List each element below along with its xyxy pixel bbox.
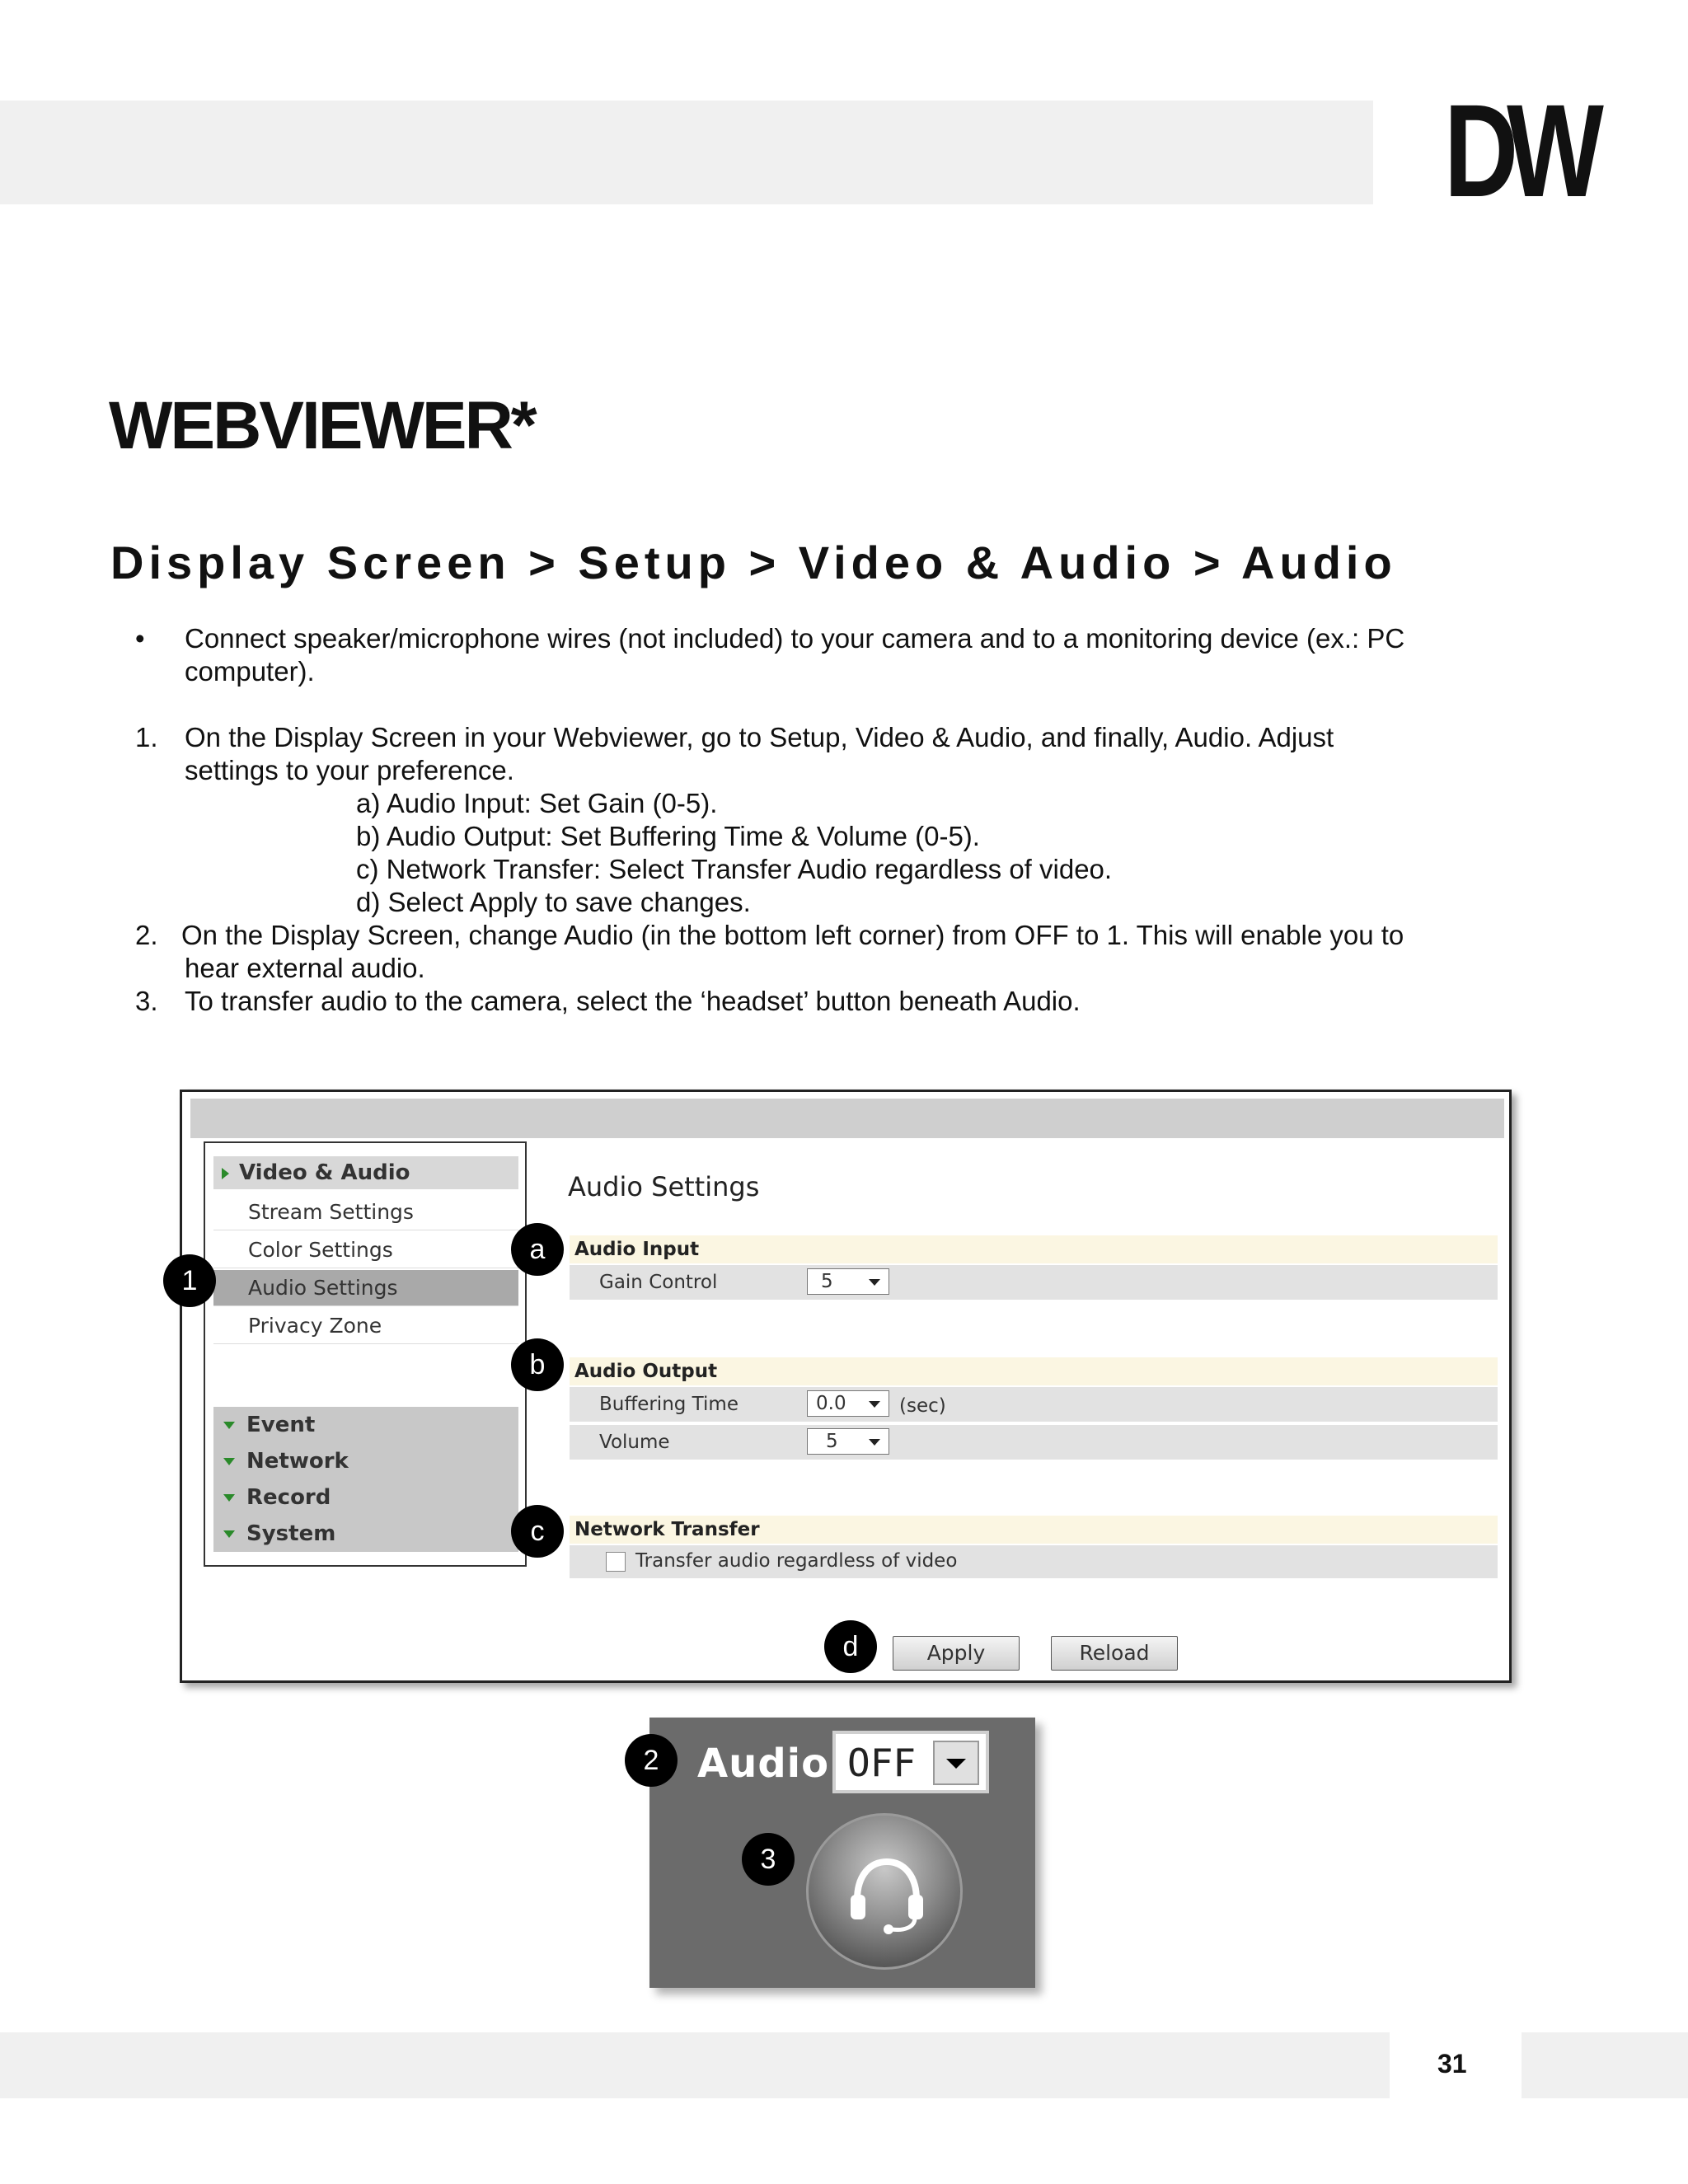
header-band [0, 101, 1373, 204]
step-1-number: 1. [135, 722, 158, 752]
setup-sidebar [204, 1141, 527, 1567]
transfer-audio-checkbox[interactable] [606, 1552, 626, 1572]
dw-logo: DW [1444, 77, 1592, 224]
dropdown-arrow-icon [869, 1439, 880, 1446]
sidebar-group-event[interactable] [213, 1407, 518, 1443]
settings-title: Audio Settings [568, 1171, 760, 1202]
sidebar-group-system[interactable] [213, 1516, 518, 1552]
collapse-arrow-icon [223, 1422, 235, 1429]
callout-badge-d: d [824, 1620, 877, 1673]
callout-badge-3: 3 [742, 1833, 795, 1886]
sub-step-b: b) Audio Output: Set Buffering Time & Volume (0-5). [356, 821, 980, 851]
dropdown-arrow-icon [933, 1741, 979, 1785]
group-label: Record [246, 1485, 331, 1510]
callout-badge-b: b [511, 1338, 564, 1391]
section-subtitle: Display Screen > Setup > Video & Audio > Audio [110, 537, 1397, 588]
audio-input-heading: Audio Input [570, 1235, 1498, 1263]
audio-label: Audio [697, 1741, 830, 1787]
sidebar-item-stream-settings[interactable]: Stream Settings [213, 1194, 518, 1230]
transfer-audio-label: Transfer audio regardless of video [635, 1550, 958, 1572]
dropdown-arrow-icon [869, 1401, 880, 1408]
volume-value: 5 [826, 1431, 838, 1452]
collapse-arrow-icon [223, 1530, 235, 1538]
callout-badge-c: c [511, 1505, 564, 1558]
sidebar-group-network[interactable] [213, 1443, 518, 1479]
sub-step-d: d) Select Apply to save changes. [356, 887, 751, 917]
gain-value: 5 [821, 1271, 833, 1292]
network-transfer-heading: Network Transfer [570, 1516, 1498, 1544]
volume-select[interactable] [807, 1428, 889, 1455]
sidebar-item-privacy-zone[interactable]: Privacy Zone [213, 1308, 518, 1344]
step-2-line-2: hear external audio. [185, 953, 425, 983]
footer-band-right [1522, 2032, 1688, 2098]
collapse-arrow-icon [223, 1494, 235, 1502]
sidebar-collapsed-groups [213, 1407, 518, 1552]
step-2-line-1: On the Display Screen, change Audio (in the bottom left corner) from OFF to 1. This will enable you to [181, 920, 1404, 950]
bullet-text-line-2: computer). [185, 656, 315, 687]
sub-step-a: a) Audio Input: Set Gain (0-5). [356, 788, 718, 818]
group-label: Event [246, 1413, 316, 1437]
footer-band [0, 2032, 1390, 2098]
collapse-arrow-icon [223, 1458, 235, 1465]
screenshot-top-bar [190, 1099, 1504, 1138]
sidebar-item-color-settings[interactable]: Color Settings [213, 1232, 518, 1268]
buffering-time-label: Buffering Time [599, 1394, 738, 1415]
audio-control-widget [649, 1718, 1035, 1988]
headset-icon [846, 1855, 928, 1934]
buffering-value: 0.0 [816, 1393, 846, 1414]
apply-button[interactable]: Apply [893, 1636, 1020, 1671]
audio-select-value: OFF [847, 1741, 917, 1785]
dropdown-arrow-icon [869, 1279, 880, 1286]
buffering-time-select[interactable] [807, 1390, 889, 1417]
bullet-mark: • [135, 623, 145, 654]
volume-label: Volume [599, 1432, 670, 1453]
step-1-line-1: On the Display Screen in your Webviewer, go to Setup, Video & Audio, and finally, Audio. Adjust [185, 722, 1334, 752]
group-label: Network [246, 1449, 349, 1474]
headset-button[interactable] [806, 1813, 963, 1970]
expanded-arrow-icon [222, 1168, 229, 1179]
buffering-unit: (sec) [899, 1395, 946, 1417]
group-label: System [246, 1521, 336, 1546]
audio-select[interactable] [832, 1731, 989, 1793]
bullet-text-line-1: Connect speaker/microphone wires (not included) to your camera and to a monitoring device (ex.: PC [185, 623, 1405, 654]
sidebar-header-video-audio[interactable] [213, 1156, 518, 1189]
transfer-audio-row [570, 1545, 1498, 1578]
page-number: 31 [1437, 2049, 1467, 2079]
buffering-time-row [570, 1387, 1498, 1422]
gain-control-select[interactable] [807, 1268, 889, 1295]
audio-settings-screenshot [180, 1090, 1512, 1683]
step-2-number: 2. [135, 920, 158, 950]
audio-output-heading: Audio Output [570, 1357, 1498, 1385]
callout-badge-2: 2 [625, 1734, 678, 1787]
volume-row [570, 1425, 1498, 1460]
step-3-number: 3. [135, 986, 158, 1016]
sidebar-header-label: Video & Audio [239, 1160, 410, 1185]
sidebar-item-audio-settings[interactable]: Audio Settings [213, 1270, 518, 1306]
sidebar-group-record[interactable] [213, 1479, 518, 1516]
callout-badge-a: a [511, 1223, 564, 1276]
step-3-line-1: To transfer audio to the camera, select the ‘headset’ button beneath Audio. [185, 986, 1081, 1016]
page-title: WEBVIEWER* [109, 388, 535, 463]
sub-step-c: c) Network Transfer: Select Transfer Audio regardless of video. [356, 854, 1113, 884]
callout-badge-1: 1 [163, 1254, 216, 1307]
step-1-line-2: settings to your preference. [185, 755, 514, 785]
gain-control-label: Gain Control [599, 1272, 718, 1293]
gain-control-row [570, 1265, 1498, 1300]
reload-button[interactable]: Reload [1051, 1636, 1178, 1671]
